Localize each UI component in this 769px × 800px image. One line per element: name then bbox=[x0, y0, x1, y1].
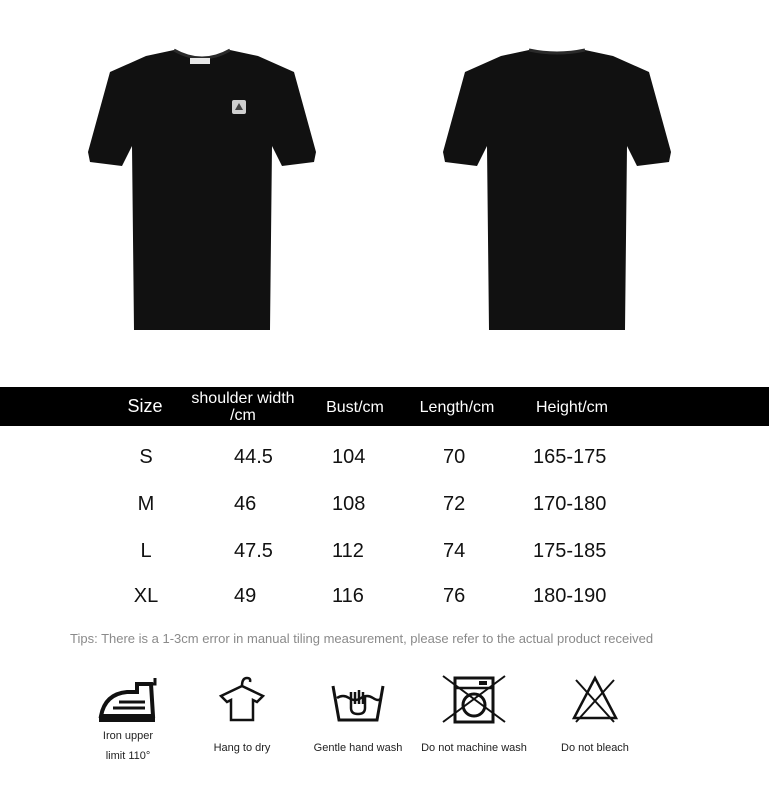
cell-size: S bbox=[139, 446, 153, 468]
care-label: Iron upper bbox=[102, 730, 154, 742]
no-machine-wash-icon bbox=[439, 672, 509, 726]
care-item-no-bleach bbox=[550, 672, 640, 758]
cell-shoulder: 49 bbox=[234, 585, 257, 607]
cell-size: L bbox=[140, 540, 152, 562]
care-label: Do not machine wash bbox=[421, 742, 527, 754]
care-item-no-machine-wash bbox=[412, 672, 536, 758]
measurement-tips: Tips: There is a 1-3cm error in manual tiling measurement, please refer to the actual product received bbox=[70, 631, 654, 646]
cell-length: 70 bbox=[443, 446, 466, 468]
care-label: Hang to dry bbox=[213, 742, 271, 754]
cell-shoulder: 47.5 bbox=[234, 540, 273, 562]
table-row bbox=[0, 493, 769, 523]
product-images bbox=[0, 0, 769, 370]
cell-height: 180-190 bbox=[533, 585, 607, 607]
header-length: Length/cm bbox=[419, 399, 495, 416]
header-shoulder-line1: shoulder width bbox=[191, 390, 295, 407]
table-row bbox=[0, 585, 769, 615]
care-item-hand-wash bbox=[306, 672, 410, 758]
hanger-shirt-icon bbox=[217, 672, 267, 726]
tshirt-front-image bbox=[86, 44, 318, 334]
cell-size: M bbox=[137, 493, 155, 515]
cell-size: XL bbox=[133, 585, 159, 607]
care-label: Do not bleach bbox=[561, 742, 629, 754]
care-item-iron bbox=[86, 672, 170, 766]
cell-length: 72 bbox=[443, 493, 466, 515]
cell-length: 76 bbox=[443, 585, 466, 607]
cell-height: 170-180 bbox=[533, 493, 607, 515]
cell-bust: 108 bbox=[332, 493, 366, 515]
no-bleach-icon bbox=[570, 672, 620, 726]
hand-wash-icon bbox=[329, 672, 387, 726]
cell-shoulder: 46 bbox=[234, 493, 257, 515]
cell-shoulder: 44.5 bbox=[234, 446, 273, 468]
iron-icon bbox=[97, 672, 159, 726]
cell-bust: 116 bbox=[332, 585, 364, 607]
header-size: Size bbox=[127, 396, 163, 416]
table-row bbox=[0, 540, 769, 570]
cell-length: 74 bbox=[443, 540, 466, 562]
cell-height: 175-185 bbox=[533, 540, 607, 562]
header-height: Height/cm bbox=[535, 399, 609, 416]
care-item-hang-dry bbox=[200, 672, 284, 758]
header-bust: Bust/cm bbox=[326, 399, 384, 416]
header-shoulder-line2: /cm bbox=[230, 407, 256, 424]
tshirt-back-image bbox=[441, 44, 673, 334]
care-label-line2: limit 110° bbox=[105, 750, 151, 762]
cell-height: 165-175 bbox=[533, 446, 607, 468]
table-row bbox=[0, 446, 769, 476]
cell-bust: 112 bbox=[332, 540, 364, 562]
cell-bust: 104 bbox=[332, 446, 366, 468]
header-shoulder-width bbox=[180, 390, 306, 424]
care-label: Gentle hand wash bbox=[313, 742, 403, 754]
